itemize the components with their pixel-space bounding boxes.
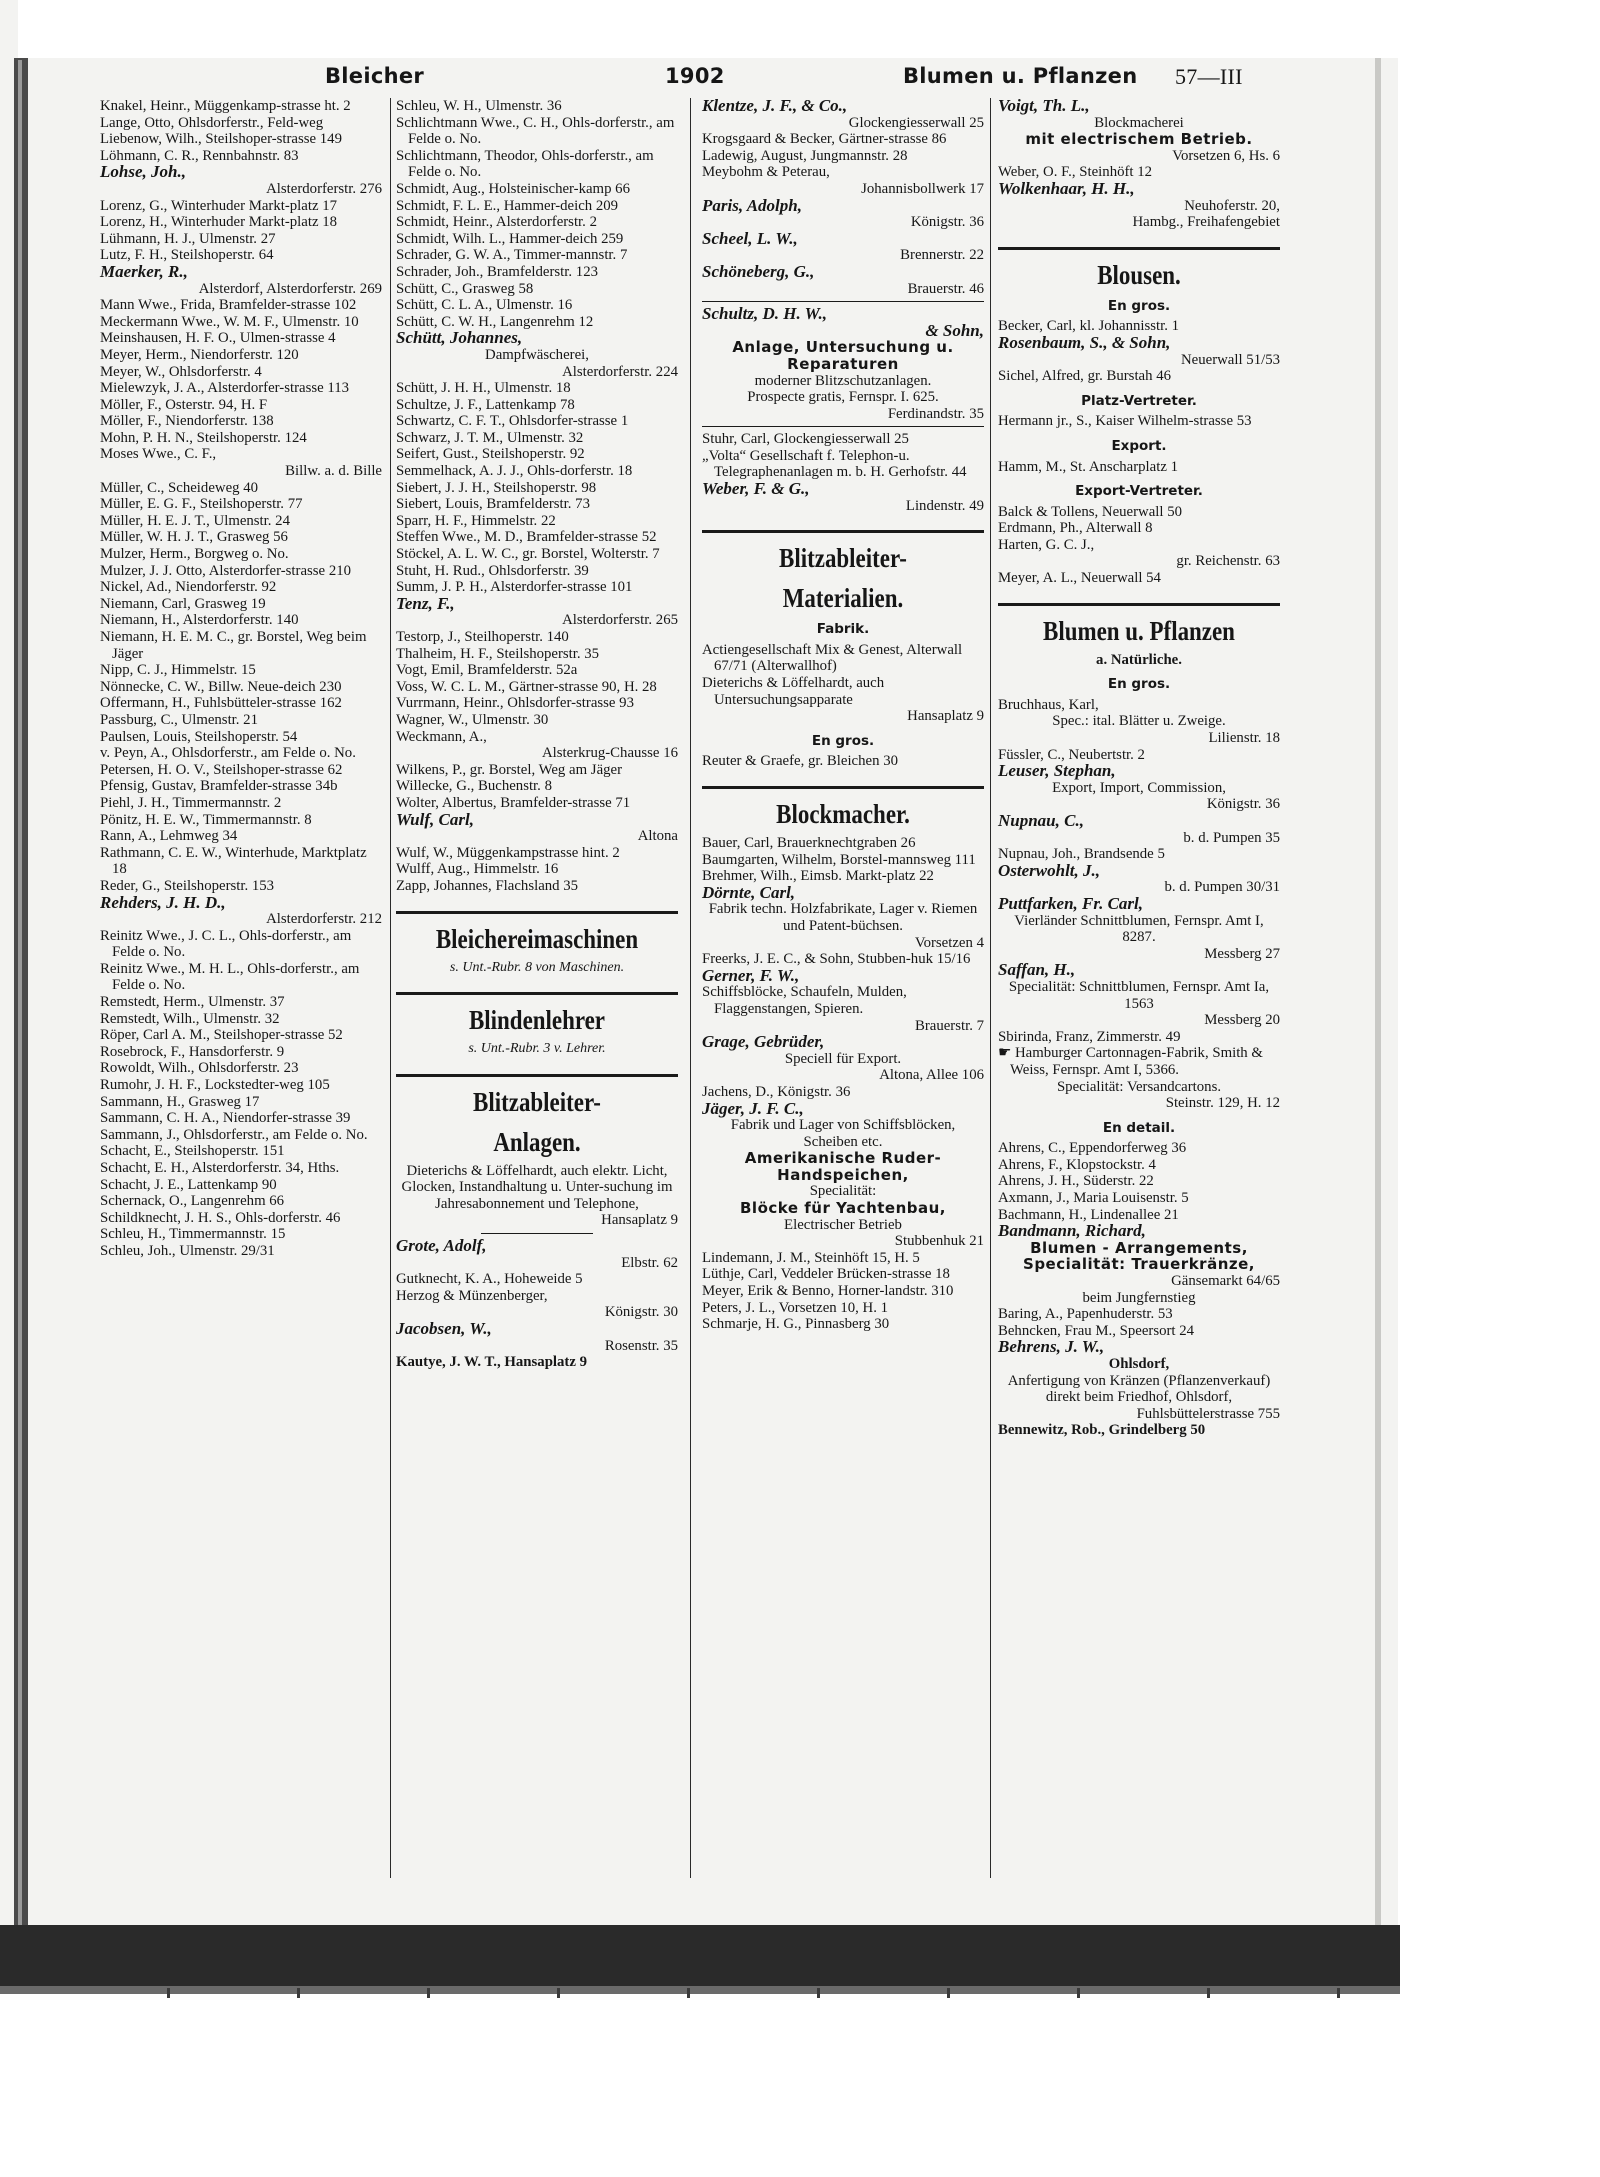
section-divider [702, 786, 984, 789]
firm-name: Voigt, Th. L., [998, 96, 1090, 115]
firm-name: Schöneberg, G., [702, 261, 815, 281]
directory-entry: Schleu, Joh., Ulmenstr. 29/31 [100, 1242, 275, 1259]
section-divider [702, 530, 984, 533]
subsection-heading: Export-Vertreter. [1075, 483, 1203, 500]
directory-entry: Brehmer, Wilh., Eimsb. Markt-platz 22 [702, 868, 934, 885]
directory-entry: Schleu, H., Timmermannstr. 15 [100, 1226, 286, 1243]
firm-name: Klentze, J. F., & Co., [702, 96, 848, 115]
firm-name: Schultz, D. H. W., [702, 304, 828, 324]
directory-entry: Vurrmann, Heinr., Ohlsdorfer-strasse 93 [396, 695, 634, 712]
subsection-label: a. Natürliche. [1096, 651, 1182, 668]
directory-entry: Schrader, G. W. A., Timmer-mannstr. 7 [396, 247, 628, 264]
directory-entry: Jachens, D., Königstr. 36 [702, 1083, 851, 1100]
directory-entry: Erdmann, Ph., Alterwall 8 [998, 520, 1153, 537]
directory-entry: Liebenow, Wilh., Steilshoper-strasse 149 [100, 131, 342, 148]
address: b. d. Pumpen 30/31 [1164, 879, 1280, 896]
directory-entry: Rann, A., Lehmweg 34 [100, 828, 238, 845]
directory-entry: Schiffsblöcke, Schaufeln, Mulden, Flaggenstangen, Spieren. [702, 984, 907, 1017]
directory-entry: Reuter & Graefe, gr. Bleichen 30 [702, 753, 898, 770]
directory-entry: Schleu, W. H., Ulmenstr. 36 [396, 98, 562, 114]
directory-column-4 [998, 98, 1280, 1439]
page-number: 57—III [1175, 64, 1243, 89]
section-heading: Blumen u. Pflanzen [1043, 615, 1235, 646]
directory-entry: Lorenz, G., Winterhuder Markt-platz 17 [100, 197, 338, 214]
advertisement-text: Amerikanische Ruder-Handspeichen, [744, 1149, 942, 1184]
entry-description: Dampfwäscherei, [485, 346, 589, 363]
directory-entry: Freerks, J. E. C., & Sohn, Stubben-huk 15/16 [702, 951, 971, 968]
address: Stubbenhuk 21 [894, 1233, 984, 1250]
address: Glockengiesserwall 25 [848, 114, 984, 131]
address: Brauerstr. 46 [907, 280, 984, 297]
directory-entry: Passburg, C., Ulmenstr. 21 [100, 711, 258, 728]
directory-entry: Wolter, Albertus, Bramfelder-strasse 71 [396, 794, 631, 811]
section-heading: Blockmacher. [776, 799, 910, 829]
directory-entry: Sammann, J., Ohlsdorferstr., am Felde o. No. [100, 1126, 368, 1143]
directory-column-3 [702, 98, 984, 1333]
directory-entry: Stöckel, A. L. W. C., gr. Borstel, Wolterstr. 7 [396, 546, 660, 563]
entry-description: Blockmacherei [1094, 114, 1184, 131]
directory-entry: Schultze, J. F., Lattenkamp 78 [396, 396, 575, 413]
address: gr. Reichenstr. 63 [1176, 553, 1280, 570]
entry-divider [702, 301, 984, 302]
directory-entry: Herzog & Münzenberger, [396, 1287, 548, 1304]
directory-entry: Meyer, A. L., Neuerwall 54 [998, 570, 1161, 587]
directory-entry: Ahrens, F., Klopstockstr. 4 [998, 1156, 1156, 1173]
address: Alsterdorferstr. 265 [562, 612, 678, 629]
directory-entry: Meyer, Herm., Niendorferstr. 120 [100, 346, 299, 363]
address: Brennerstr. 22 [900, 247, 984, 264]
directory-entry: Müller, E. G. F., Steilshoperstr. 77 [100, 496, 303, 513]
directory-entry: Reder, G., Steilshoperstr. 153 [100, 877, 275, 894]
firm-name-continuation: & Sohn, [925, 320, 984, 340]
directory-entry: Nipp, C. J., Himmelstr. 15 [100, 662, 256, 679]
subsection-heading: En gros. [1107, 297, 1171, 314]
entry-description: Specialität: Schnittblumen, Fernspr. Amt Ia, 1563 [1008, 978, 1270, 1012]
firm-name: Lohse, Joh., [100, 162, 186, 182]
directory-entry: Müller, H. E. J. T., Ulmenstr. 24 [100, 512, 290, 529]
directory-entry: Weckmann, A., [396, 728, 487, 745]
directory-entry: Wilkens, P., gr. Borstel, Weg am Jäger [396, 761, 623, 778]
directory-entry: Stuhr, Carl, Glockengiesserwall 25 [702, 431, 909, 448]
address: Vorsetzen 6, Hs. 6 [1172, 147, 1280, 164]
cross-reference: s. Unt.-Rubr. 8 von Maschinen. [449, 959, 625, 975]
firm-name: Gerner, F. W., [702, 965, 800, 985]
section-divider [396, 1074, 678, 1077]
directory-entry: Schrader, Joh., Bramfelderstr. 123 [396, 263, 598, 280]
directory-entry: Balck & Tollens, Neuerwall 50 [998, 503, 1183, 520]
directory-entry: Mulzer, J. J. Otto, Alsterdorfer-strasse 210 [100, 562, 352, 579]
firm-name: Rosenbaum, S., & Sohn, [998, 332, 1171, 352]
directory-entry: Dieterichs & Löffelhardt, auch Untersuchungsapparate [702, 675, 885, 708]
directory-entry: Krogsgaard & Becker, Gärtner-strasse 86 [702, 131, 947, 148]
section-heading: Anlagen. [493, 1126, 581, 1157]
section-divider [396, 911, 678, 914]
directory-entry: Knakel, Heinr., Müggenkamp-strasse ht. 2 [100, 98, 351, 114]
firm-name: Leuser, Stephan, [998, 761, 1116, 781]
directory-entry: Löhmann, C. R., Rennbahnstr. 83 [100, 147, 299, 164]
directory-entry: Baumgarten, Wilhelm, Borstel-mannsweg 111 [702, 851, 976, 868]
directory-entry: Lindemann, J. M., Steinhöft 15, H. 5 [702, 1249, 920, 1266]
directory-entry: Meybohm & Peterau, [702, 164, 830, 181]
directory-entry: Wulf, W., Müggenkampstrasse hint. 2 [396, 844, 620, 861]
directory-entry: Sammann, H., Grasweg 17 [100, 1093, 260, 1110]
directory-entry: Seifert, Gust., Steilshoperstr. 92 [396, 446, 585, 463]
firm-name: Schütt, Johannes, [396, 328, 523, 348]
subsection-label: Ohlsdorf, [1108, 1356, 1170, 1372]
directory-entry: Offermann, H., Fuhlsbütteler-strasse 162 [100, 695, 342, 712]
firm-name: Behrens, J. W., [998, 1337, 1105, 1357]
directory-entry: Bruchhaus, Karl, [998, 696, 1099, 713]
entry-description: Specialität: Versandcartons. [1056, 1078, 1222, 1095]
firm-name: Dörnte, Carl, [702, 882, 796, 902]
directory-entry: Schacht, J. E., Lattenkamp 90 [100, 1176, 277, 1193]
directory-entry: Stuht, H. Rud., Ohlsdorferstr. 39 [396, 562, 589, 579]
directory-entry: Sbirinda, Franz, Zimmerstr. 49 [998, 1028, 1181, 1045]
directory-entry: „Volta“ Gesellschaft f. Telephon-u. Telegraphenanlagen m. b. H. Gerhofstr. 44 [702, 447, 967, 481]
directory-entry: Hermann jr., S., Kaiser Wilhelm-strasse 53 [998, 413, 1252, 430]
entry-divider [702, 426, 984, 427]
directory-entry: Petersen, H. O. V., Steilshoper-strasse 62 [100, 761, 343, 778]
directory-entry: Schütt, C. L. A., Ulmenstr. 16 [396, 297, 573, 314]
address: Johannisbollwerk 17 [861, 180, 984, 197]
address: Königstr. 36 [910, 214, 984, 231]
directory-entry: Möller, F., Osterstr. 94, H. F [100, 396, 268, 413]
address: Brauerstr. 7 [914, 1017, 984, 1034]
directory-entry: Mann Wwe., Frida, Bramfelder-strasse 102 [100, 297, 357, 314]
advertisement-text: Blöcke für Yachtenbau, [740, 1199, 946, 1218]
directory-entry: Bachmann, H., Lindenallee 21 [998, 1206, 1179, 1223]
directory-entry: Ahrens, J. H., Süderstr. 22 [998, 1173, 1154, 1190]
directory-entry: Niemann, Carl, Grasweg 19 [100, 595, 266, 612]
directory-entry: Niemann, H. E. M. C., gr. Borstel, Weg beim Jäger [100, 629, 367, 662]
entry-description: moderner Blitzschutzanlagen. [754, 372, 932, 389]
address: Steinstr. 129, H. 12 [1165, 1095, 1280, 1112]
directory-entry: Willecke, G., Buchenstr. 8 [396, 778, 552, 795]
subsection-heading: Export. [1111, 437, 1167, 454]
book-spine-edge [18, 60, 22, 1940]
directory-entry: Moses Wwe., C. F., [100, 446, 217, 463]
directory-entry: Rosebrock, F., Hansdorferstr. 9 [100, 1043, 285, 1060]
directory-entry: Lühmann, H. J., Ulmenstr. 27 [100, 230, 276, 247]
directory-entry: Schmidt, Heinr., Alsterdorferstr. 2 [396, 214, 597, 231]
directory-entry: v. Peyn, A., Ohlsdorferstr., am Felde o. No. [100, 745, 356, 762]
firm-name: Grote, Adolf, [396, 1236, 487, 1256]
directory-entry: Niemann, H., Alsterdorferstr. 140 [100, 612, 299, 629]
header-left: Bleicher [325, 64, 425, 88]
address: Alsterdorferstr. 212 [266, 911, 382, 928]
address: Hambg., Freihafengebiet [1132, 214, 1280, 231]
entry-divider [481, 1233, 594, 1234]
header-year: 1902 [665, 64, 725, 88]
address: Fuhlsbüttelerstrasse 755 [1136, 1405, 1280, 1422]
directory-entry: Sammann, C. H. A., Niendorfer-strasse 39 [100, 1110, 351, 1127]
address: Alsterdorferstr. 224 [562, 363, 678, 380]
firm-name: Tenz, F., [396, 593, 455, 613]
directory-entry: Remstedt, Wilh., Ulmenstr. 32 [100, 1010, 280, 1027]
subsection-heading: Platz-Vertreter. [1081, 392, 1197, 409]
directory-entry: Schmidt, Aug., Holsteinischer-kamp 66 [396, 180, 630, 197]
address: Neuerwall 51/53 [1180, 351, 1280, 368]
directory-entry: Ahrens, C., Eppendorferweg 36 [998, 1140, 1187, 1157]
address: Hansaplatz 9 [907, 708, 984, 725]
directory-entry: Pfensig, Gustav, Bramfelder-strasse 34b [100, 778, 338, 795]
address: Alsterdorf, Alsterdorferstr. 269 [198, 280, 382, 297]
firm-name: Nupnau, C., [998, 811, 1084, 830]
directory-entry: Schildknecht, J. H. S., Ohls-dorferstr. 46 [100, 1209, 341, 1226]
firm-name: Jacobsen, W., [396, 1319, 492, 1339]
advertisement-text: Anlage, Untersuchung u. Reparaturen [732, 338, 954, 373]
address: Elbstr. 62 [621, 1254, 678, 1271]
directory-entry: Weber, O. F., Steinhöft 12 [998, 164, 1153, 181]
address: Königstr. 30 [604, 1304, 678, 1321]
directory-entry: Lutz, F. H., Steilshoperstr. 64 [100, 247, 274, 264]
directory-entry: Actiengesellschaft Mix & Genest, Alterwall 67/71 (Alterwallhof) [702, 641, 963, 675]
entry-description: Export, Import, Commission, [1052, 779, 1226, 796]
directory-entry: Schacht, E., Steilshoperstr. 151 [100, 1143, 285, 1160]
directory-entry: Voss, W. C. L. M., Gärtner-strasse 90, H. 28 [396, 678, 657, 695]
directory-entry: Peters, J. L., Vorsetzen 10, H. 1 [702, 1299, 889, 1316]
directory-entry: Vogt, Emil, Bramfelderstr. 52a [396, 662, 578, 679]
directory-column-2 [396, 98, 678, 1371]
subsection-heading: Fabrik. [816, 621, 870, 638]
address: Neuhoferstr. 20, [1184, 197, 1280, 214]
directory-entry: Meinshausen, H. F. O., Ulmen-strasse 4 [100, 330, 336, 347]
directory-entry: Schacht, E. H., Alsterdorferstr. 34, Hths. [100, 1160, 340, 1176]
section-heading: Blousen. [1097, 259, 1181, 290]
directory-entry: Röper, Carl A. M., Steilshoper-strasse 52 [100, 1027, 343, 1044]
cross-reference: s. Unt.-Rubr. 3 v. Lehrer. [468, 1041, 606, 1057]
directory-entry: Gutknecht, K. A., Hoheweide 5 [396, 1271, 583, 1288]
directory-entry: Mulzer, Herm., Borgweg o. No. [100, 546, 289, 563]
column-rule [390, 98, 391, 1878]
directory-entry: Schütt, C. W. H., Langenrehm 12 [396, 313, 594, 330]
directory-entry: Schwarz, J. T. M., Ulmenstr. 32 [396, 429, 584, 446]
firm-name: Scheel, L. W., [702, 228, 798, 248]
directory-entry: Müller, W. H. J. T., Grasweg 56 [100, 529, 288, 546]
directory-entry: Nickel, Ad., Niendorferstr. 92 [100, 579, 277, 596]
entry-description: Speciell für Export. [784, 1050, 902, 1067]
directory-entry: Füssler, C., Neubertstr. 2 [998, 746, 1145, 763]
entry-description: Specialität: [809, 1183, 877, 1200]
address: Ferdinandstr. 35 [887, 405, 984, 422]
directory-entry: Meyer, W., Ohlsdorferstr. 4 [100, 363, 262, 380]
directory-entry: Rowoldt, Wilh., Ohlsdorferstr. 23 [100, 1060, 299, 1077]
directory-column-1 [100, 98, 382, 1260]
running-header [95, 64, 1265, 94]
firm-name: Wolkenhaar, H. H., [998, 178, 1135, 198]
address: Altona, Allee 106 [879, 1067, 984, 1084]
scanner-bed [0, 1925, 1400, 1993]
directory-entry: Sichel, Alfred, gr. Burstah 46 [998, 368, 1172, 385]
directory-entry: Bennewitz, Rob., Grindelberg 50 [998, 1422, 1206, 1439]
subsection-heading: En gros. [811, 732, 875, 749]
entry-description: Dieterichs & Löffelhardt, auch elektr. Licht, Glocken, Instandhaltung u. Unter-suchung im Jahresabonnement und Telephone, [401, 1162, 673, 1212]
directory-entry: Ladewig, August, Jungmannstr. 28 [702, 147, 908, 164]
directory-entry: Müller, C., Scheideweg 40 [100, 479, 259, 496]
address: Lindenstr. 49 [905, 497, 984, 514]
directory-entry: Harten, G. C. J., [998, 536, 1095, 553]
address: Messberg 20 [1204, 1012, 1280, 1029]
firm-name: Wulf, Carl, [396, 809, 474, 829]
directory-entry: Schmidt, F. L. E., Hammer-deich 209 [396, 197, 619, 214]
address: Lilienstr. 18 [1208, 730, 1280, 747]
directory-entry: Lange, Otto, Ohlsdorferstr., Feld-weg [100, 114, 324, 131]
directory-entry: Mielewzyk, J. A., Alsterdorfer-strasse 113 [100, 380, 350, 397]
directory-entry: Nupnau, Joh., Brandsende 5 [998, 846, 1165, 863]
directory-entry: Meckermann Wwe., W. M. F., Ulmenstr. 10 [100, 313, 359, 330]
subsection-heading: En detail. [1102, 1119, 1176, 1136]
section-heading: Blitzableiter- [473, 1086, 601, 1117]
address: Altona [637, 828, 678, 845]
directory-entry: Semmelhack, A. J. J., Ohls-dorferstr. 18 [396, 463, 633, 480]
header-right: Blumen u. Pflanzen [903, 64, 1138, 88]
directory-entry: Sparr, H. F., Himmelstr. 22 [396, 512, 556, 529]
directory-entry: Schütt, C., Grasweg 58 [396, 280, 534, 297]
address: Alsterdorferstr. 276 [266, 180, 382, 197]
directory-entry: Lorenz, H., Winterhuder Markt-platz 18 [100, 214, 338, 231]
scanner-ruler-ticks [40, 1988, 1370, 1998]
section-heading: Blitzableiter- [779, 543, 907, 574]
column-rule [690, 98, 691, 1878]
firm-name: Maerker, R., [100, 261, 188, 281]
firm-name: Osterwohlt, J., [998, 860, 1101, 880]
directory-entry: Schlichtmann Wwe., C. H., Ohls-dorferstr., am Felde o. No. [396, 114, 675, 148]
address: Gänsemarkt 64/65 [1171, 1273, 1280, 1290]
directory-entry: Rumohr, J. H. F., Lockstedter-weg 105 [100, 1077, 330, 1094]
directory-entry: Rathmann, C. E. W., Winterhude, Marktplatz 18 [100, 844, 367, 878]
firm-name: Jäger, J. F. C., [702, 1098, 804, 1118]
directory-entry: Summ, J. P. H., Alsterdorfer-strasse 101 [396, 579, 633, 596]
directory-entry: Kautye, J. W. T., Hansaplatz 9 [396, 1354, 588, 1371]
advertisement-text: mit electrischem Betrieb. [1025, 130, 1253, 149]
directory-entry: Meyer, Erik & Benno, Horner-landstr. 310 [702, 1283, 954, 1300]
section-heading: Blindenlehrer [468, 1005, 605, 1036]
firm-name: Grage, Gebrüder, [702, 1032, 825, 1052]
directory-entry: Reinitz Wwe., M. H. L., Ohls-dorferstr., am Felde o. No. [100, 960, 360, 994]
section-heading: Materialien. [782, 583, 904, 614]
directory-entry: Bauer, Carl, Brauerknechtgraben 26 [702, 835, 916, 851]
directory-entry: Schütt, J. H. H., Ulmenstr. 18 [396, 380, 571, 397]
address: Vorsetzen 4 [914, 934, 984, 951]
directory-entry: Piehl, J. H., Timmermannstr. 2 [100, 794, 282, 811]
address: Billw. a. d. Bille [285, 463, 382, 480]
directory-entry: ☛ Hamburger Cartonnagen-Fabrik, Smith & Weiss, Fernspr. Amt I, 5366. [998, 1045, 1263, 1078]
directory-entry: Axmann, J., Maria Louisenstr. 5 [998, 1190, 1189, 1207]
directory-entry: Hamm, M., St. Anscharplatz 1 [998, 458, 1179, 475]
page-edge [1375, 58, 1381, 1993]
firm-name: Weber, F. & G., [702, 479, 810, 499]
address: Hansaplatz 9 [601, 1212, 678, 1229]
advertisement-text: Blumen - Arrangements, Specialität: Trauerkränze, [1023, 1238, 1255, 1274]
directory-entry: Nönnecke, C. W., Billw. Neue-deich 230 [100, 678, 342, 695]
address: b. d. Pumpen 35 [1183, 829, 1280, 846]
firm-name: Puttfarken, Fr. Carl, [998, 893, 1144, 913]
entry-description: Spec.: ital. Blätter u. Zweige. [1052, 713, 1226, 730]
directory-entry: Remstedt, Herm., Ulmenstr. 37 [100, 994, 285, 1011]
directory-entry: Becker, Carl, kl. Johannisstr. 1 [998, 318, 1180, 335]
firm-name: Bandmann, Richard, [998, 1221, 1146, 1241]
directory-entry: Pönitz, H. E. W., Timmermannstr. 8 [100, 811, 312, 828]
firm-name: Saffan, H., [998, 960, 1076, 980]
directory-entry: Siebert, Louis, Bramfelderstr. 73 [396, 496, 590, 513]
column-rule [990, 98, 991, 1878]
directory-entry: Schmarje, H. G., Pinnasberg 30 [702, 1316, 890, 1333]
subsection-heading: En gros. [1107, 676, 1171, 693]
entry-description: Vierländer Schnittblumen, Fernspr. Amt I, 8287. [1014, 912, 1264, 946]
firm-name: Rehders, J. H. D., [100, 892, 226, 912]
directory-entry: Behncken, Frau M., Speersort 24 [998, 1322, 1195, 1339]
directory-entry: Testorp, J., Steilhoperstr. 140 [396, 629, 569, 645]
directory-entry: Reinitz Wwe., J. C. L., Ohls-dorferstr., am Felde o. No. [100, 927, 352, 961]
directory-entry: Schlichtmann, Theodor, Ohls-dorferstr., am Felde o. No. [396, 147, 654, 181]
entry-description: Fabrik und Lager von Schiffsblöcken, Scheiben etc. [730, 1117, 956, 1150]
directory-entry: Lüthje, Carl, Veddeler Brücken-strasse 18 [702, 1266, 950, 1283]
entry-description: Electrischer Betrieb [784, 1216, 902, 1233]
directory-entry: Zapp, Johannes, Flachsland 35 [396, 877, 579, 894]
entry-description: Anfertigung von Kränzen (Pflanzenverkauf) direkt beim Friedhof, Ohlsdorf, [1007, 1372, 1271, 1406]
directory-entry: Steffen Wwe., M. D., Bramfelder-strasse 52 [396, 529, 657, 546]
directory-entry: Mohn, P. H. N., Steilshoperstr. 124 [100, 429, 307, 446]
address: Königstr. 36 [1206, 796, 1280, 813]
directory-entry: Baring, A., Papenhuderstr. 53 [998, 1306, 1173, 1323]
entry-description: Fabrik techn. Holzfabrikate, Lager v. Riemen und Patent-büchsen. [708, 901, 978, 934]
section-divider [396, 992, 678, 995]
directory-entry: Siebert, J. J. H., Steilshoperstr. 98 [396, 479, 597, 496]
directory-entry: Thalheim, H. F., Steilshoperstr. 35 [396, 645, 600, 662]
entry-description: Prospecte gratis, Fernspr. I. 625. [747, 389, 939, 406]
address: Messberg 27 [1204, 945, 1280, 962]
directory-entry: Schmidt, Wilh. L., Hammer-deich 259 [396, 230, 624, 247]
directory-entry: Wulff, Aug., Himmelstr. 16 [396, 861, 559, 878]
directory-entry: Wagner, W., Ulmenstr. 30 [396, 711, 549, 728]
directory-entry: Paulsen, Louis, Steilshoperstr. 54 [100, 728, 298, 745]
directory-entry: Schwartz, C. F. T., Ohlsdorfer-strasse 1 [396, 413, 629, 430]
address: Alsterkrug-Chausse 16 [541, 745, 678, 762]
entry-description: beim Jungfernstieg [1082, 1289, 1196, 1306]
firm-name: Paris, Adolph, [702, 195, 802, 215]
section-heading: Bleichereimaschinen [435, 923, 639, 954]
directory-entry: Möller, F., Niendorferstr. 138 [100, 413, 274, 430]
address: Rosenstr. 35 [604, 1337, 678, 1354]
section-divider [998, 247, 1280, 250]
directory-entry: Schernack, O., Langenrehm 66 [100, 1193, 285, 1210]
section-divider [998, 603, 1280, 606]
